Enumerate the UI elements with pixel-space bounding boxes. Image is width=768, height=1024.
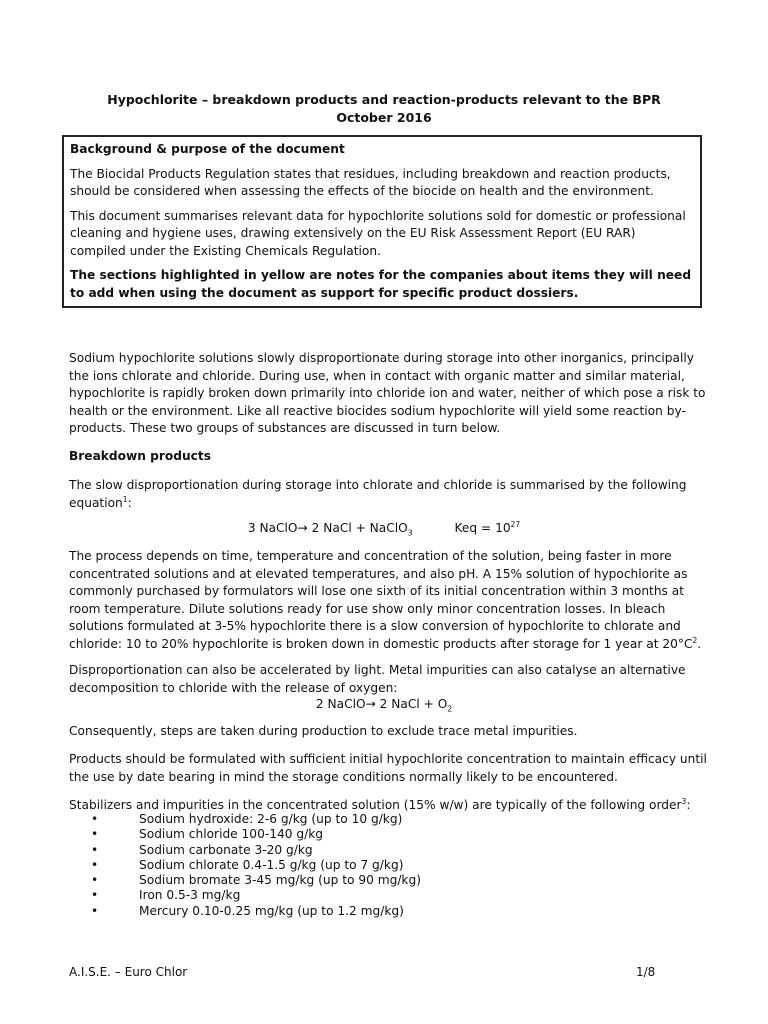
equation-disproportionation <box>0 520 768 538</box>
list-item-text: Iron 0.5-3 mg/kg <box>139 888 241 903</box>
consequently-text: Consequently, steps are taken during production to exclude trace metal impurities. <box>69 724 578 738</box>
list-item-text: Sodium bromate 3-45 mg/kg (up to 90 mg/kg) <box>139 873 421 888</box>
eq1-rhs-subscript: 3 <box>407 528 413 538</box>
list-item <box>91 888 421 903</box>
background-para-3: The sections highlighted in yellow are notes for the companies about items they will need to add when using the document as support for specific product dossiers. <box>70 268 692 300</box>
footnote-ref-1: 1 <box>122 494 128 504</box>
list-item <box>91 858 421 873</box>
eq1-lhs: 3 NaClO <box>247 521 298 535</box>
light-text: Disproportionation can also be accelerated by light. Metal impurities can also catalyse an alternative decomposition to chloride with the release of oxygen: <box>69 663 686 695</box>
list-item-text: Sodium chlorate 0.4-1.5 g/kg (up to 7 g/kg) <box>139 857 404 872</box>
background-heading: Background & purpose of the document <box>70 142 345 156</box>
eq1-arrow: → <box>297 521 308 535</box>
footnote-ref-2: 2 <box>692 635 698 645</box>
eq2-rhs-subscript: 2 <box>447 704 453 714</box>
impurities-list <box>91 812 421 919</box>
document-title: Hypochlorite – breakdown products and reaction-products relevant to the BPR <box>107 92 661 107</box>
bullet-icon: • <box>91 903 99 918</box>
stabilizers-text-end: : <box>686 798 691 812</box>
products-text: Products should be formulated with sufficient initial hypochlorite concentration to maintain efficacy until the use by date bearing in mind the storage conditions normally likely to be encountered. <box>69 752 707 784</box>
list-item <box>91 827 421 842</box>
consequently-paragraph <box>69 723 709 741</box>
eq1-keq: Keq = 10 <box>454 521 511 535</box>
bullet-icon: • <box>91 812 99 826</box>
background-para-2: This document summarises relevant data for hypochlorite solutions sold for domestic or professional cleaning and hygiene uses, drawing extensively on the EU Risk Assessment Report (EU RAR) compiled under the Existing Chemicals Regulation. <box>70 208 686 258</box>
list-item <box>91 812 421 827</box>
bullet-icon: • <box>91 842 99 857</box>
eq2-arrow: → <box>365 697 376 711</box>
eq1-rhs: 2 NaCl + NaClO <box>307 521 408 535</box>
breakdown-text: The slow disproportionation during storage into chlorate and chloride is summarised by the following equation <box>69 478 687 510</box>
document-date: October 2016 <box>336 110 432 125</box>
eq2-lhs: 2 NaClO <box>315 697 366 711</box>
list-item-text: Mercury 0.10-0.25 mg/kg (up to 1.2 mg/kg) <box>139 903 404 918</box>
equation-oxygen-release <box>0 696 768 714</box>
process-text: The process depends on time, temperature and concentration of the solution, being faster in more concentrated solutions and at elevated temperatures, and also pH. A 15% solution of hypochlorite as commonly purchased by formulators will lose one sixth of its initial concentration within 3 months at room temperature. Dilute solutions ready for use show only minor concentration losses. In bleach solutions formulated at 3-5% hypochlorite there is a slow conversion of hypochlorite to chlorate and chloride: 10 to 20% hypochlorite is broken down in domestic products after storage for 1 year at 20°C <box>69 549 693 651</box>
light-paragraph <box>69 662 709 697</box>
breakdown-text-end: : <box>127 495 132 510</box>
background-para-1: The Biocidal Products Regulation states that residues, including breakdown and reaction products, should be considered when assessing the effects of the biocide on health and the environment. <box>70 166 671 198</box>
stabilizers-text: Stabilizers and impurities in the concentrated solution (15% w/w) are typically of the following order <box>69 798 682 812</box>
background-box <box>62 135 702 308</box>
bullet-icon: • <box>91 888 99 903</box>
process-paragraph <box>69 548 709 653</box>
products-paragraph <box>69 751 709 786</box>
breakdown-paragraph <box>69 477 709 512</box>
eq1-keq-exponent: 27 <box>510 519 521 529</box>
bullet-icon: • <box>91 827 99 842</box>
intro-text: Sodium hypochlorite solutions slowly disproportionate during storage into other inorganics, principally the ions chlorate and chloride. During use, when in contact with organic matter and similar material, hypochlorite is rapidly broken down primarily into chloride ion and water, neither of which pose a risk to health or the environment. Like all reactive biocides sodium hypochlorite will yield some reaction by-products. These two groups of substances are discussed in turn below. <box>69 351 706 435</box>
bullet-icon: • <box>91 873 99 888</box>
eq2-rhs: 2 NaCl + O <box>375 697 448 711</box>
list-item-text: Sodium chloride 100-140 g/kg <box>139 827 323 842</box>
list-item <box>91 873 421 888</box>
process-text-end: . <box>697 636 702 651</box>
list-item <box>91 843 421 858</box>
breakdown-heading: Breakdown products <box>69 449 211 463</box>
list-item-text: Sodium hydroxide: 2-6 g/kg (up to 10 g/kg) <box>139 812 403 826</box>
intro-paragraph <box>69 350 709 438</box>
footer-page-number: 1/8 <box>636 965 656 979</box>
list-item <box>91 904 421 919</box>
bullet-icon: • <box>91 857 99 872</box>
list-item-text: Sodium carbonate 3-20 g/kg <box>139 842 313 857</box>
footer-organization: A.I.S.E. – Euro Chlor <box>69 965 188 979</box>
footnote-ref-3: 3 <box>681 796 687 806</box>
